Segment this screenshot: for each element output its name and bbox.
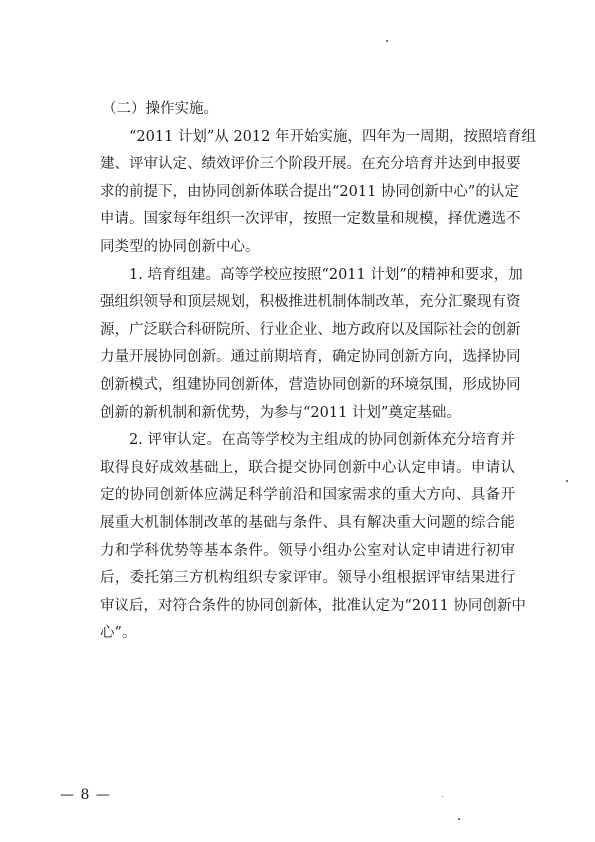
paragraph-3 — [100, 427, 526, 648]
paragraph-line: 心”。 — [100, 625, 137, 642]
paragraph-line: 强组织领导和顶层规划，积极推进机制体制改革，充分汇聚现有资 — [100, 294, 521, 311]
paragraph-line: 同类型的协同创新中心。 — [100, 238, 260, 255]
paragraph-line: 展重大机制体制改革的基础与条件、具有解决重大问题的综合能 — [100, 514, 515, 531]
paragraph-line: 后，委托第三方机构组织专家评审。领导小组根据评审结果进行 — [100, 570, 515, 587]
paragraph-line: 申请。国家每年组织一次评审，按照一定数量和规模，择优遴选不 — [100, 211, 521, 228]
paragraph-2 — [100, 262, 523, 428]
section-heading: （二）操作实施。 — [102, 101, 218, 117]
paragraph-line: 审议后，对符合条件的协同创新体，批准认定为“2011 协同创新中 — [100, 597, 526, 614]
scan-speck — [442, 796, 443, 797]
paragraph-line: 取得良好成效基础上，联合提交协同创新中心认定申请。申请认 — [100, 459, 515, 476]
paragraph-line: 源，广泛联合科研院所、行业企业、地方政府以及国际社会的创新 — [100, 321, 521, 338]
paragraph-line: 力和学科优势等基本条件。领导小组办公室对认定申请进行初审 — [100, 542, 515, 559]
scan-speck — [566, 480, 568, 482]
paragraph-line: 创新模式，组建协同创新体，营造协同创新的环境氛围，形成协同 — [100, 376, 521, 393]
scan-speck — [458, 818, 460, 820]
paragraph-line: 建、评审认定、绩效评价三个阶段开展。在充分培育并达到申报要 — [100, 156, 521, 173]
document-body — [100, 96, 536, 648]
paragraph-line: 2. 评审认定。在高等学校为主组成的协同创新体充分培育并 — [129, 432, 515, 449]
paragraph-line: “2011 计划”从 2012 年开始实施，四年为一周期，按照培育组 — [129, 128, 536, 145]
paragraph-line: 创新的新机制和新优势，为参与“2011 计划”奠定基础。 — [100, 404, 461, 421]
paragraph-1 — [100, 124, 536, 262]
paragraph-line: 力量开展协同创新。通过前期培育，确定协同创新方向，选择协同 — [100, 349, 521, 366]
page-number: — 8 — — [60, 787, 111, 803]
paragraph-line: 求的前提下，由协同创新体联合提出“2011 协同创新中心”的认定 — [100, 183, 519, 200]
scan-speck — [386, 40, 388, 42]
paragraph-line: 定的协同创新体应满足科学前沿和国家需求的重大方向、具备开 — [100, 487, 515, 504]
paragraph-line: 1. 培育组建。高等学校应按照“2011 计划”的精神和要求，加 — [129, 266, 523, 283]
